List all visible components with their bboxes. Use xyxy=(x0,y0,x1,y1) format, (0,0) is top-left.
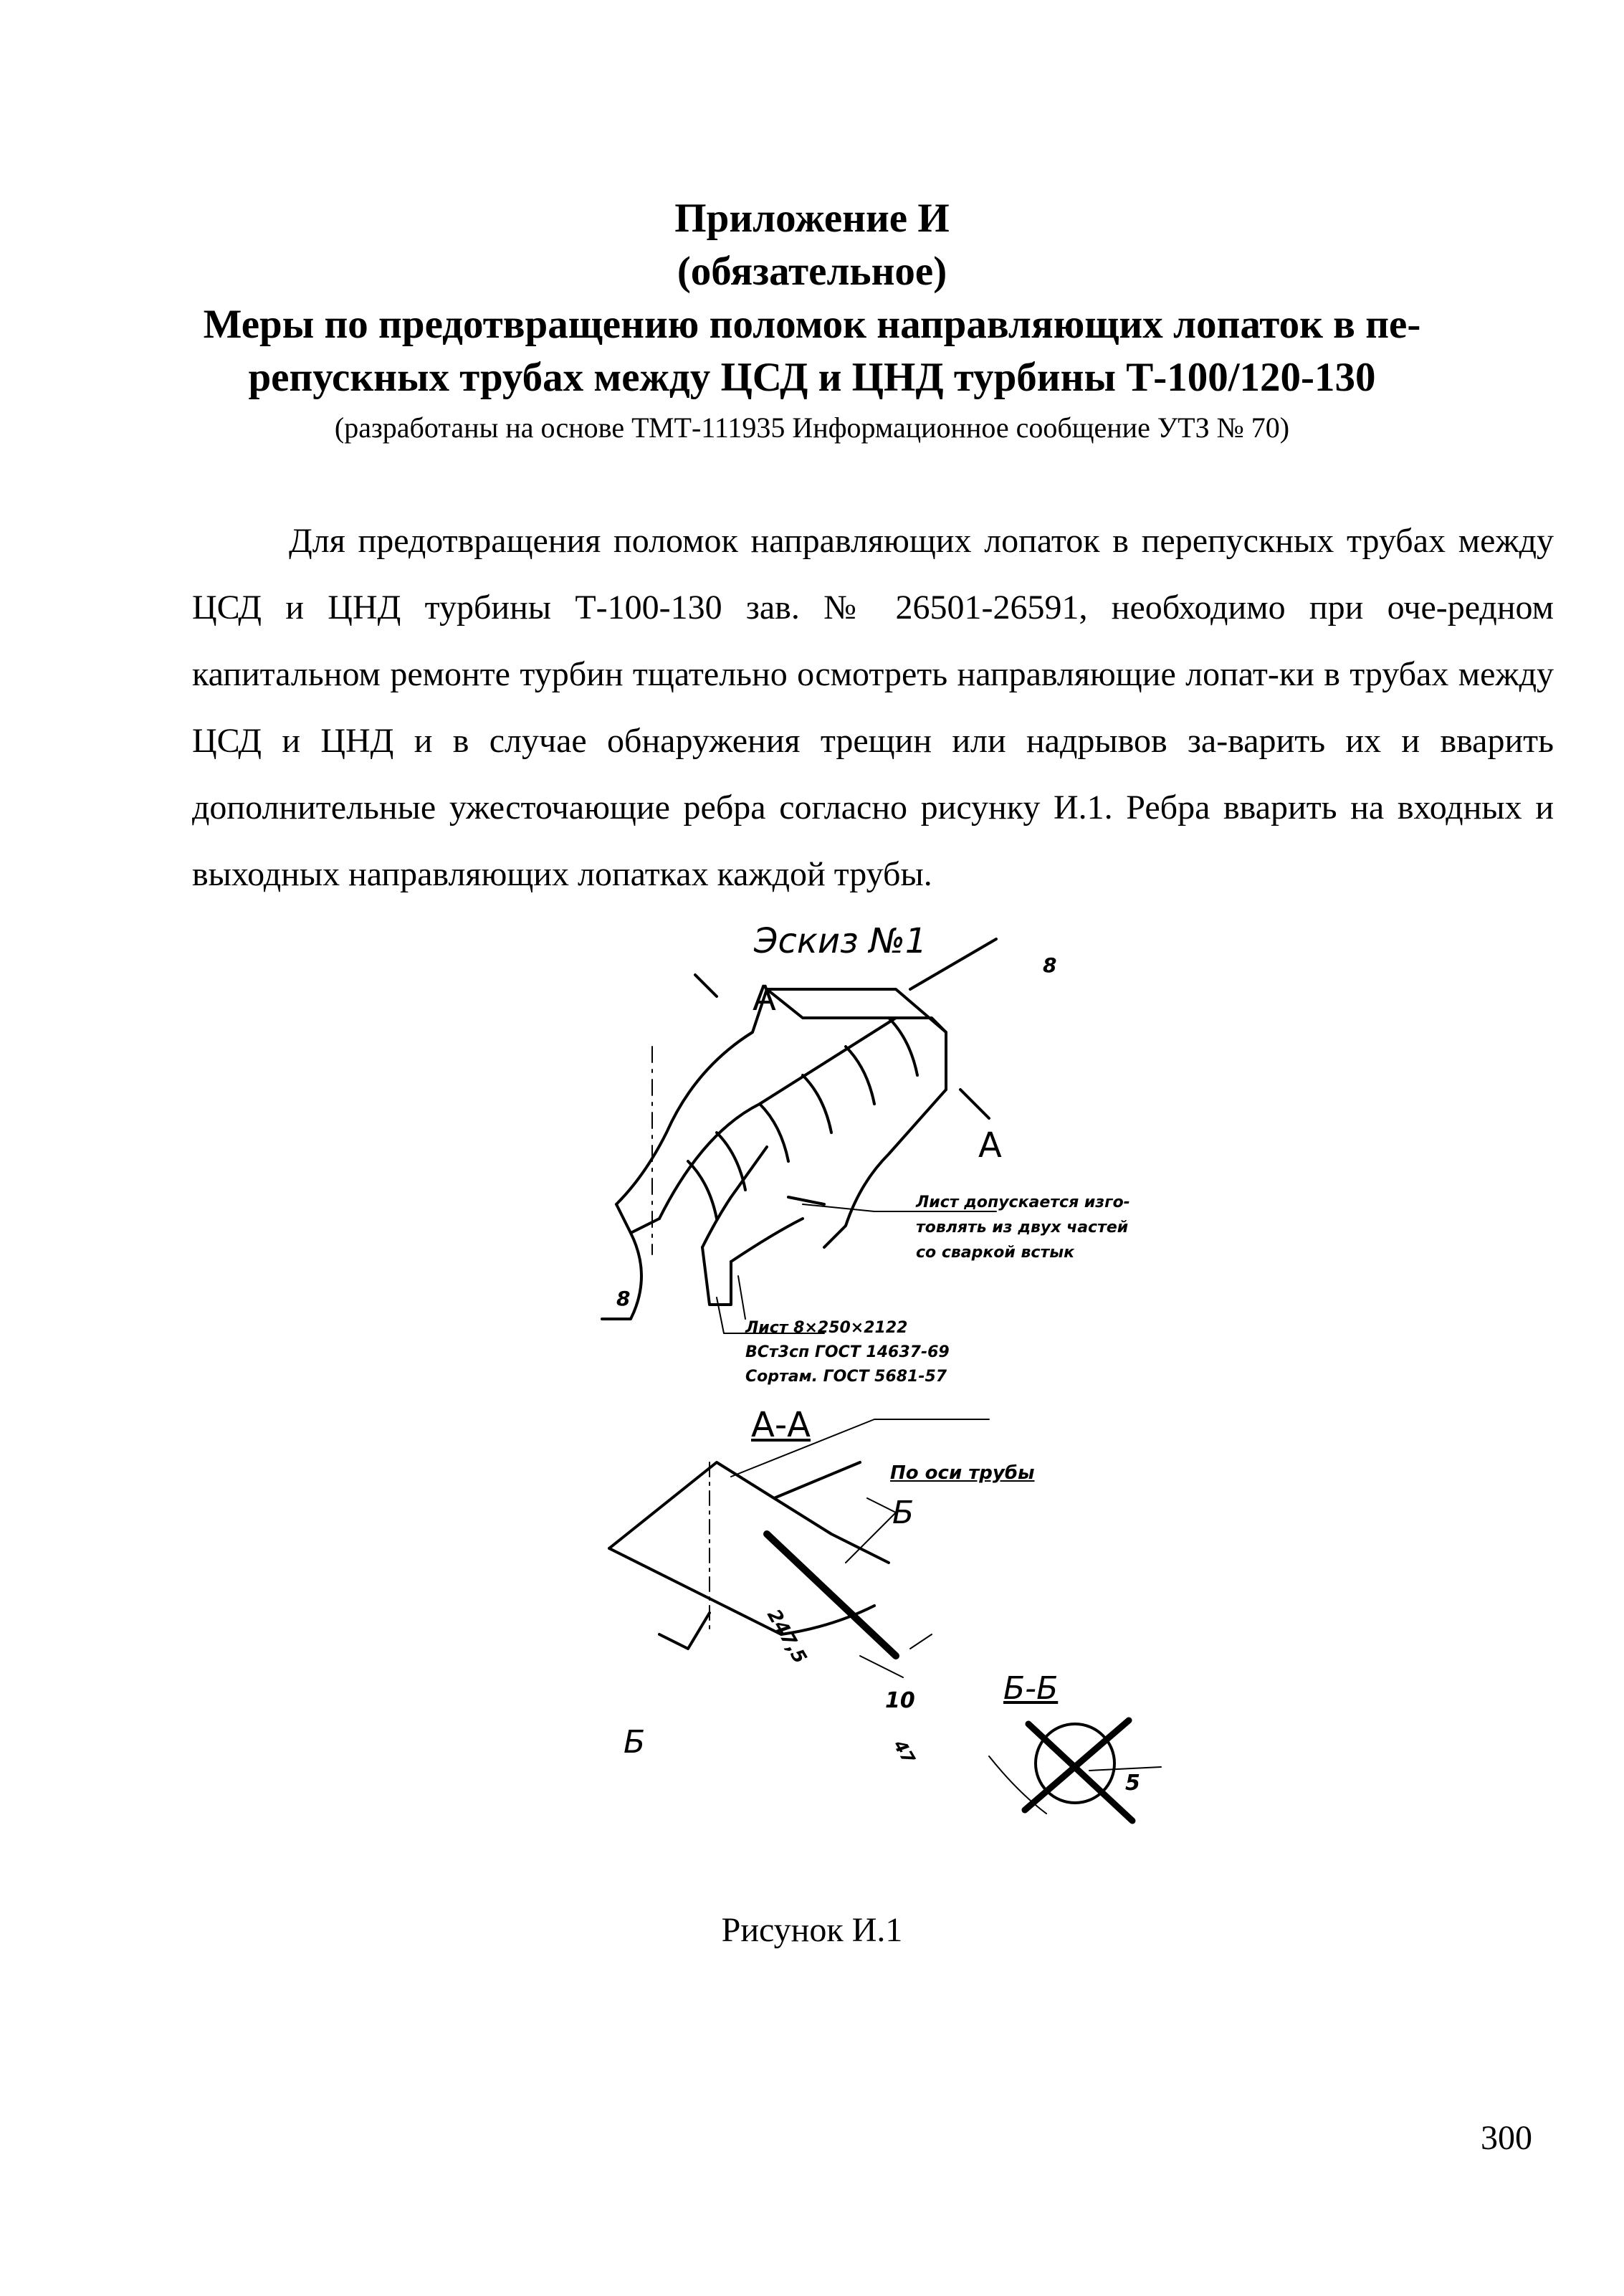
section-mark-a-right: А xyxy=(978,1125,1002,1166)
body-text xyxy=(192,508,1554,908)
note-sheet-joint-1: Лист допускается изго- xyxy=(916,1194,1130,1211)
sketch-title: Эскиз №1 xyxy=(754,921,927,961)
weld-mark-left: 8 xyxy=(616,1287,631,1310)
section-mark-b-right: Б xyxy=(892,1495,914,1531)
note-sheet-joint-3: со сваркой встык xyxy=(916,1244,1075,1262)
page-number: 300 xyxy=(1481,2119,1532,2157)
pipe-axis-label: По оси трубы xyxy=(890,1462,1035,1484)
note-sheet-1: Лист 8×250×2122 xyxy=(745,1319,908,1337)
appendix-heading-line-2: репускных трубах между ЦСД и ЦНД турбины Т-100/120-130 xyxy=(248,355,1376,400)
section-aa-label: А-А xyxy=(751,1405,811,1445)
weld-mark-top: 8 xyxy=(1043,953,1057,977)
note-sheet-joint-2: товлять из двух частей xyxy=(916,1219,1129,1237)
section-mark-b-left: Б xyxy=(624,1724,646,1761)
note-sheet-2: ВСт3сп ГОСТ 14637-69 xyxy=(745,1343,950,1361)
note-sheet-3: Сортам. ГОСТ 5681-57 xyxy=(745,1368,947,1386)
weld-size-label: 5 xyxy=(1125,1771,1140,1796)
appendix-heading-line-1: Меры по предотвращению поломок направляющих лопаток в пе- xyxy=(203,302,1421,347)
figure-drawing xyxy=(588,918,1204,1864)
body-paragraph: Для предотвращения поломок направляющих лопаток в перепускных трубах между ЦСД и ЦНД турбины Т-100-130 зав. № 26501-26591, необходимо при оче-редном капитальном ремонте турбин тщательно осмотреть направляющие лопат-ки в трубах между ЦСД и ЦНД и в случае обнаружения трещин или надрывов за-варить их и вварить дополнительные ужесточающие ребра согласно рисунку И.1. Ребра вварить на входных и выходных направляющих лопатках каждой трубы. xyxy=(192,522,1554,893)
appendix-status: (обязательное) xyxy=(677,249,947,294)
section-mark-a-top: А xyxy=(753,978,776,1019)
dimension-47: 47 xyxy=(889,1736,920,1768)
dimension-247-5: 247,5 xyxy=(763,1606,811,1668)
dimension-10: 10 xyxy=(885,1688,915,1713)
appendix-title: Приложение И xyxy=(674,196,950,241)
section-bb-label: Б-Б xyxy=(1003,1670,1059,1707)
figure-caption: Рисунок И.1 xyxy=(721,1911,903,1949)
appendix-subtitle: (разработаны на основе ТМТ-111935 Информационное сообщение УТЗ № 70) xyxy=(334,411,1290,444)
